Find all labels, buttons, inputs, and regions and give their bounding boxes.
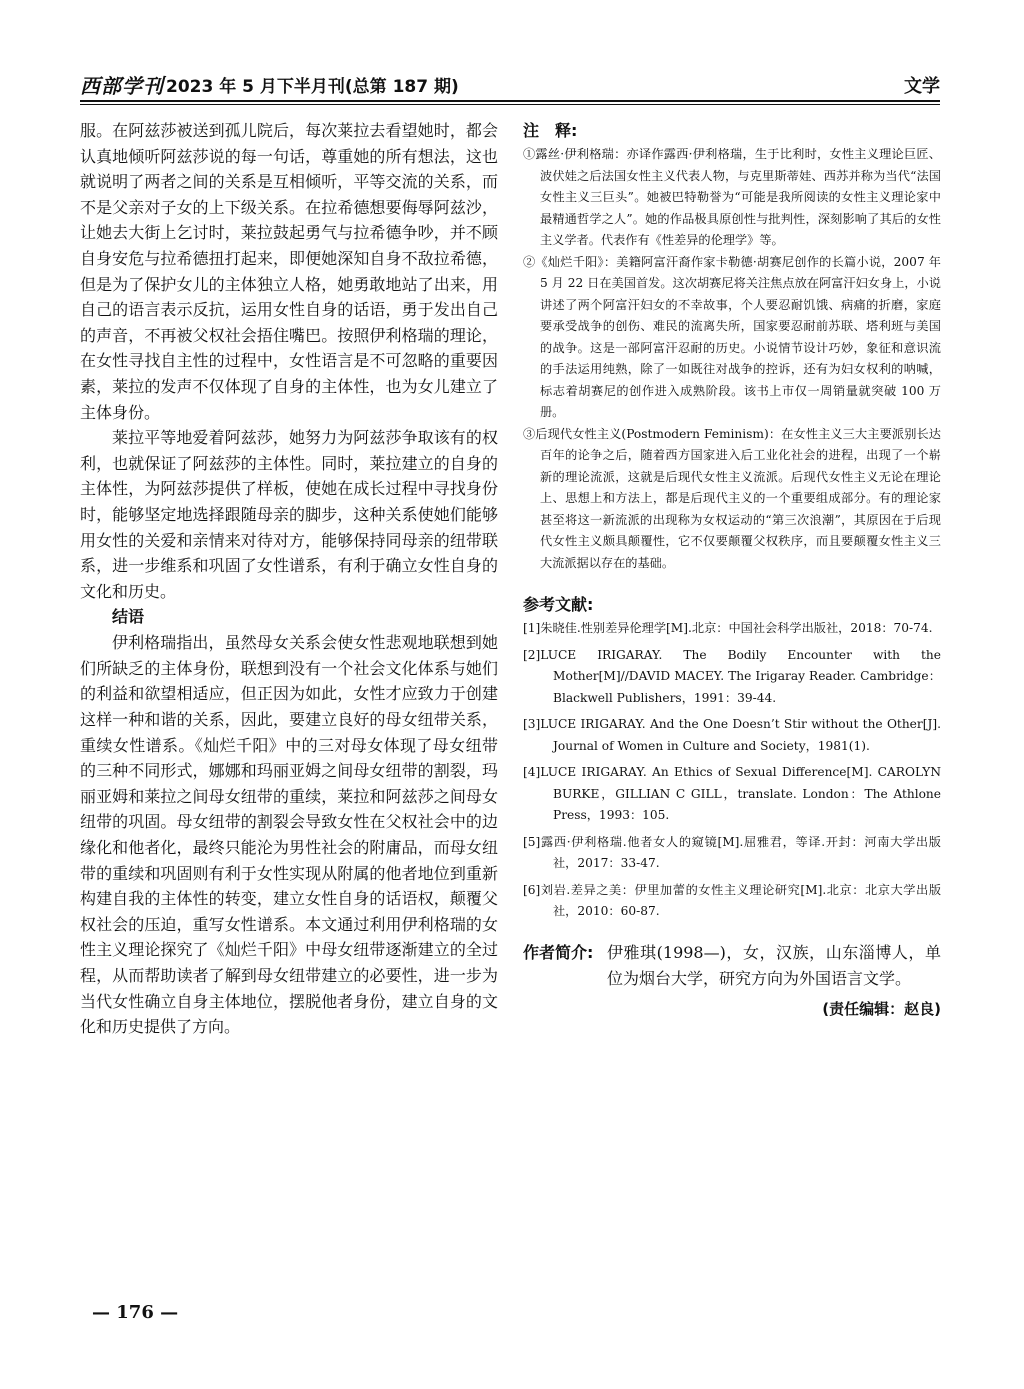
reference-item: [6]刘岩.差异之美：伊里加蕾的女性主义理论研究[M].北京：北京大学出版社，2010：60-87. [523, 882, 941, 918]
page-number: — 176 — [92, 1302, 179, 1323]
author-bio-label: 作者简介: [523, 942, 594, 962]
author-bio [523, 940, 941, 992]
body-paragraph-1: 服。在阿兹莎被送到孤儿院后，每次莱拉去看望她时，都会认真地倾听阿兹莎说的每一句话，尊重她的所有想法，这也就说明了两者之间的关系是互相倾听，平等交流的关系，而不是父亲对子女的上下级关系。在拉希德想要侮辱阿兹沙，让她去大街上乞讨时，莱拉鼓起勇气与拉希德争吵，并不顾自身安危与拉希德扭打起来，即便她深知自身不敌拉希德，但是为了保护女儿的主体独立人格，她勇敢地站了出来，用自己的语言表示反抗，运用女性自身的话语，勇于发出自己的声音，不再被父权社会捂住嘴巴。按照伊利格瑞的理论，在女性寻找自主性的过程中，女性语言是不可忽略的重要因素，莱拉的发声不仅体现了自身的主体性，也为女儿建立了主体身份。 [80, 121, 498, 422]
issue-info: 2023 年 5 月下半月刊(总第 187 期) [166, 77, 459, 97]
reference-item: [4]LUCE IRIGARAY. An Ethics of Sexual Difference[M]. CAROLYN BURKE，GILLIAN C GILL，translate. London：The Athlone Press，1993：105. [523, 765, 941, 822]
journal-logo: 西部学刊 [80, 74, 164, 98]
page-header [80, 70, 940, 100]
reference-item: [3]LUCE IRIGARAY. And the One Doesn’t Stir without the Other[J]. Journal of Women in Culture and Society，1981(1). [523, 717, 941, 753]
section-label: 文学 [904, 76, 940, 97]
body-paragraph-3: 伊利格瑞指出，虽然母女关系会使女性悲观地联想到她们所缺乏的主体身份，联想到没有一个社会文化体系与她们的利益和欲望相适应，但正因为如此，女性才应致力于创建这样一种和谐的关系，因此，要建立良好的母女纽带关系，重续女性谱系。《灿烂千阳》中的三对母女体现了母女纽带的三种不同形式，娜娜和玛丽亚姆之间母女纽带的割裂，玛丽亚姆和莱拉之间母女纽带的重续，莱拉和阿兹莎之间母女纽带的巩固。母女纽带的割裂会导致女性在父权社会中的边缘化和他者化，最终只能沦为男性社会的附庸品，而母女纽带的重续和巩固则有利于女性实现从附属的他者地位到重新构建自我的主体性的转变，建立女性自身的话语权，颠覆父权社会的压迫，重写女性谱系。本文通过利用伊利格瑞的女性主义理论探究了《灿烂千阳》中母女纽带逐渐建立的全过程，从而帮助读者了解到母女纽带建立的必要性，进一步为当代女性确立自身主体地位，摆脱他者身份，建立自身的文化和历史提供了方向。 [80, 633, 498, 1037]
main-text-column [80, 118, 498, 1040]
header-rule-thick [80, 100, 940, 102]
responsible-editor: (责任编辑：赵良) [822, 999, 941, 1018]
reference-item: [1]朱晓佳.性别差异伦理学[M].北京：中国社会科学出版社，2018：70-74. [523, 621, 933, 635]
notes-column [523, 118, 941, 1019]
body-paragraph-2: 莱拉平等地爱着阿兹莎，她努力为阿兹莎争取该有的权利，也就保证了阿兹莎的主体性。同时，莱拉建立的自身的主体性，为阿兹莎提供了样板，使她在成长过程中寻找身份时，能够坚定地选择跟随母亲的脚步，这种关系使她们能够用女性的关爱和亲情来对待对方，能够保持同母亲的纽带联系，进一步维系和巩固了女性谱系，有利于确立女性自身的文化和历史。 [80, 428, 498, 601]
note-item: ①露丝·伊利格瑞：亦译作露西·伊利格瑞，生于比利时，女性主义理论巨匠、波伏娃之后法国女性主义代表人物，与克里斯蒂娃、西苏并称为当代“法国女性主义三巨头”。她被巴特勒誉为“可能是我所阅读的女性主义理论家中最精通哲学之人”。她的作品极具原创性与批判性，深刻影响了其后的女性主义学者。代表作有《性差异的伦理学》等。 [523, 147, 941, 247]
note-item: ③后现代女性主义(Postmodern Feminism)：在女性主义三大主要派别长达百年的论争之后，随着西方国家进入后工业化社会的进程，出现了一个崭新的理论流派，这就是后现代女性主义流派。后现代女性主义无论在理论上、思想上和方法上，都是后现代主义的一个重要组成部分。有的理论家甚至将这一新流派的出现称为女权运动的“第三次浪潮”，其原因在于后现代女性主义颇具颠覆性，它不仅要颠覆父权秩序，而且要颠覆女性主义三大流派据以存在的基础。 [523, 426, 941, 570]
references-title: 参考文献: [523, 595, 594, 614]
reference-item: [5]露西·伊利格瑞.他者女人的窥镜[M].屈雅君，等译.开封：河南大学出版社，2017：33-47. [523, 834, 941, 870]
reference-item: [2]LUCE IRIGARAY. The Bodily Encounter with the Mother[M]//DAVID MACEY. The Irigaray Reader. Cambridge：Blackwell Publishers，1991：39-44. [523, 647, 941, 705]
note-item: ②《灿烂千阳》：美籍阿富汗裔作家卡勒德·胡赛尼创作的长篇小说，2007 年 5 月 22 日在美国首发。这次胡赛尼将关注焦点放在阿富汗妇女身上，小说讲述了两个阿富汗妇女的不幸故事，个人要忍耐饥饿、病痛的折磨，家庭要承受战争的创伤、难民的流离失所，国家要忍耐前苏联、塔利班与美国的战争。这是一部阿富汗忍耐的历史。小说情节设计巧妙，象征和意识流的手法运用纯熟，除了一如既往对战争的控诉，还有为妇女权利的呐喊，标志着胡赛尼的创作进入成熟阶段。该书上市仅一周销量就突破 100 万册。 [523, 254, 941, 419]
header-rule-thin [80, 104, 940, 105]
author-bio-text: 伊雅琪(1998—)，女，汉族，山东淄博人，单位为烟台大学，研究方向为外国语言文学。 [607, 942, 941, 988]
notes-title: 注 释: [523, 121, 578, 140]
conclusion-heading: 结语 [112, 607, 145, 627]
